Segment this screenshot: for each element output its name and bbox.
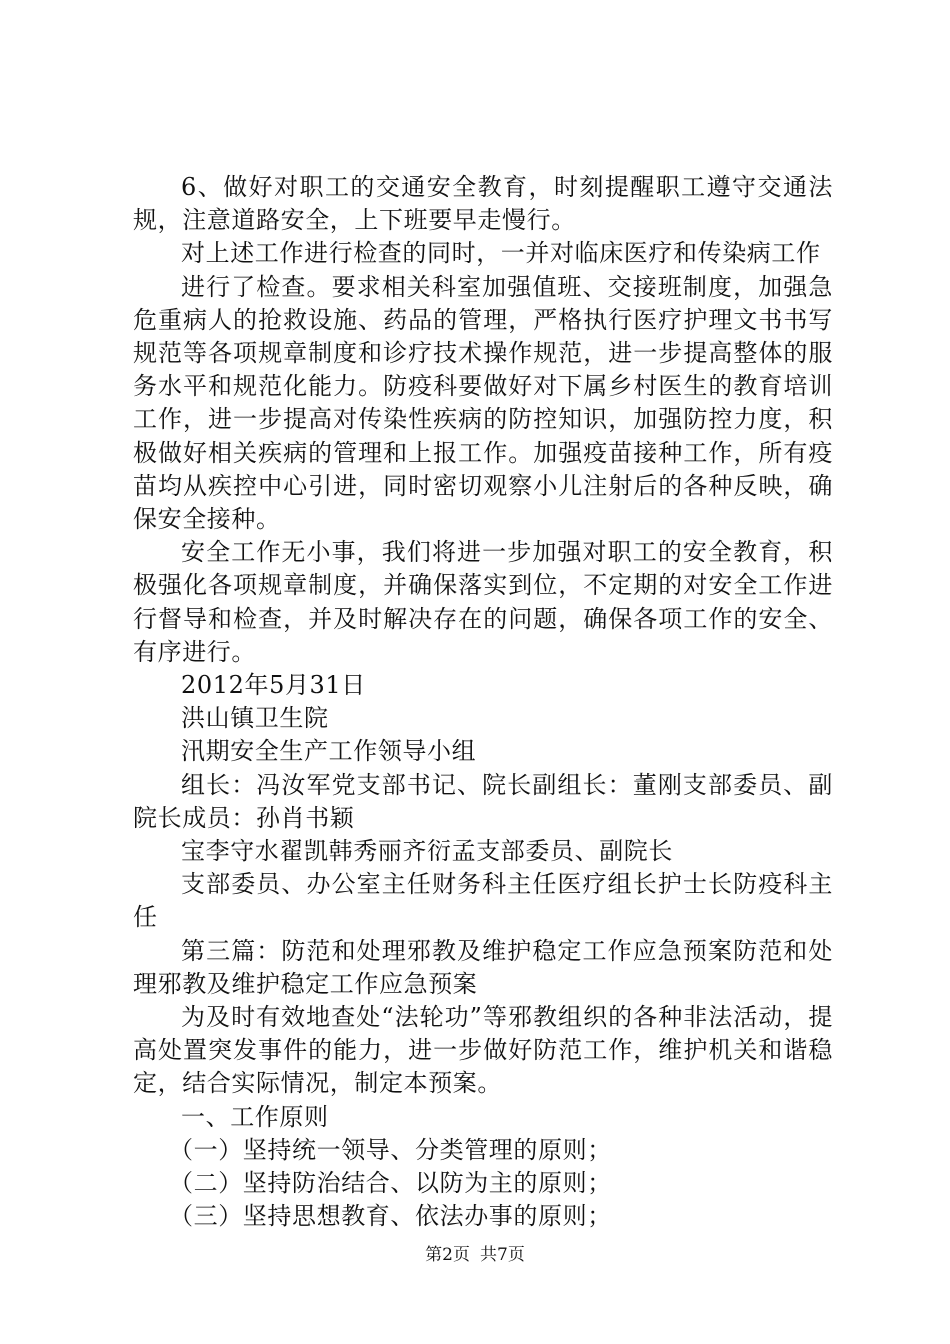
heading-work-principles: 一、工作原则	[181, 1102, 329, 1131]
principle-item-1: （一）坚持统一领导、分类管理的原则；	[169, 1135, 612, 1164]
group-members: 宝李守水翟凯韩秀丽齐衍孟支部委员、副院长	[181, 837, 673, 866]
document-body	[133, 171, 833, 1234]
principle-item-3: （三）坚持思想教育、依法办事的原则；	[169, 1202, 612, 1231]
page-total: 共7页	[480, 1245, 525, 1265]
paragraph-inspection-intro: 对上述工作进行检查的同时，一并对临床医疗和传染病工作	[181, 239, 821, 268]
page-number: 第2页	[425, 1245, 470, 1265]
paragraph-safety-summary: 安全工作无小事，我们将进一步加强对职工的安全教育，积极强化各项规章制度，并确保落实到位，不定期的对安全工作进行督导和检查，并及时解决存在的问题，确保各项工作的安全、有序进行。	[133, 538, 833, 666]
page-footer	[0, 1244, 950, 1266]
paragraph-inspection-detail: 进行了检查。要求相关科室加强值班、交接班制度，加强急危重病人的抢救设施、药品的管理，严格执行医疗护理文书书写规范等各项规章制度和诊疗技术操作规范，进一步提高整体的服务水平和规范化能力。防疫科要做好对下属乡村医生的教育培训工作，进一步提高对传染性疾病的防控知识，加强防控力度，积极做好相关疾病的管理和上报工作。加强疫苗接种工作，所有疫苗均从疾控中心引进，同时密切观察小儿注射后的各种反映，确保安全接种。	[133, 272, 833, 534]
paragraph-traffic-safety: 6、做好对职工的交通安全教育，时刻提醒职工遵守交通法规，注意道路安全，上下班要早走慢行。	[133, 173, 833, 235]
group-leaders: 组长：冯汝军党支部书记、院长副组长：董刚支部委员、副院长成员：孙肖书颖	[133, 770, 833, 832]
group-roles: 支部委员、办公室主任财务科主任医疗组长护士长防疫科主任	[133, 870, 833, 932]
principle-item-2: （二）坚持防治结合、以防为主的原则；	[169, 1169, 612, 1198]
date-line: 2012年5月31日	[181, 671, 366, 700]
paragraph-purpose: 为及时有效地查处“法轮功”等邪教组织的各种非法活动，提高处置突发事件的能力，进一步做好防范工作，维护机关和谐稳定，结合实际情况，制定本预案。	[133, 1003, 833, 1098]
group-title: 汛期安全生产工作领导小组	[181, 737, 477, 766]
section-heading-part-three: 第三篇：防范和处理邪教及维护稳定工作应急预案防范和处理邪教及维护稳定工作应急预案	[133, 936, 833, 998]
organization-name: 洪山镇卫生院	[181, 704, 329, 733]
